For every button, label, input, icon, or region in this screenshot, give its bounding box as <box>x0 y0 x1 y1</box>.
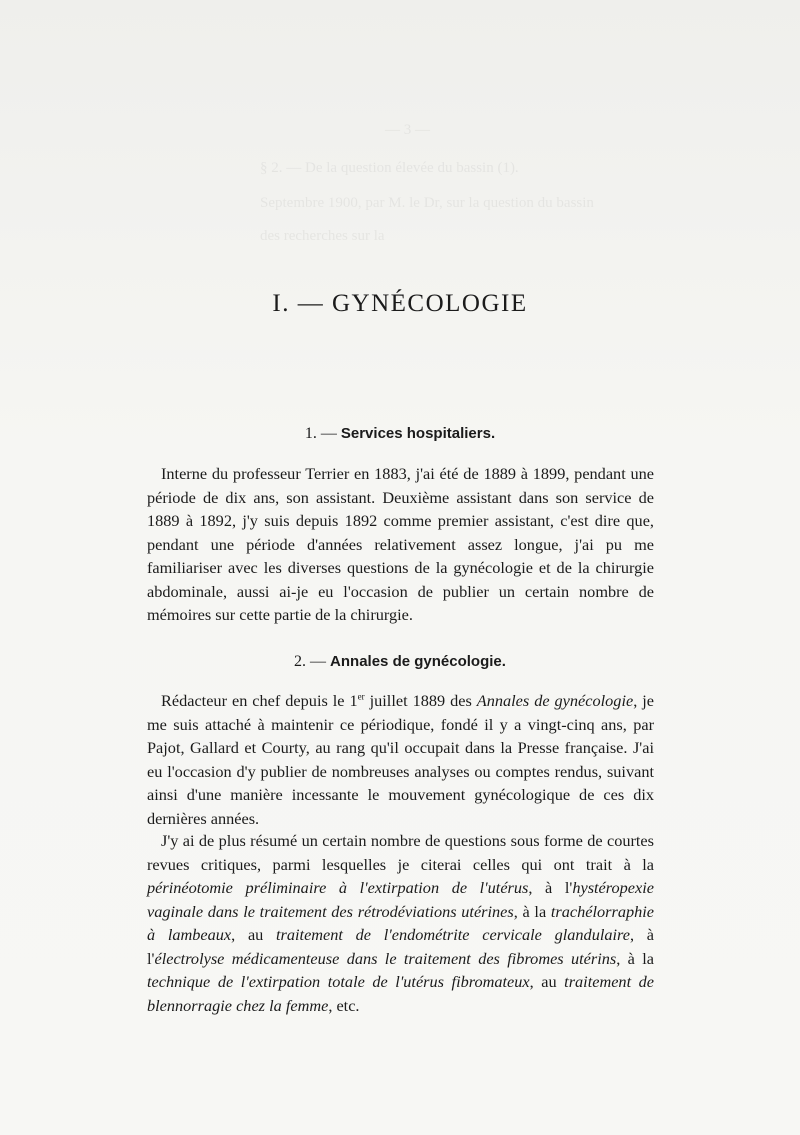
italic-topic: hystéropexie vaginale dans le traitement des rétrodéviations utérines <box>147 878 654 921</box>
section-number: 1. — <box>304 425 337 442</box>
section-label: Services hospitaliers. <box>340 425 496 442</box>
text-run: , je me suis attaché à maintenir ce périodique, fondé il y a vingt-cinq ans, par Pajot, Gallard et Courty, au rang qu'il occupait dans la Presse française. J'ai eu l'occasion d'y publier de nombreuses analyses ou comptes rendus, suivant ainsi d'une manière incessante le mouvement gynécologique de ces dix dernières années. <box>147 691 654 828</box>
bleed-through-text: § 2. — De la question élevée du bassin (1). <box>260 160 519 176</box>
italic-topic: périnéotomie préliminaire à l'extirpation de l'utérus <box>147 878 529 897</box>
section-heading-annales <box>0 653 800 671</box>
text-run: J'y ai de plus résumé un certain nombre de questions sous forme de courtes revues critiques, parmi lesquelles je citerai celles qui ont trait à la <box>147 831 654 874</box>
section-number: 2. — <box>294 653 327 670</box>
text-run: , à l' <box>147 925 654 968</box>
text-run: juillet 1889 des <box>364 691 477 710</box>
journal-title: Annales de gynécologie <box>476 691 634 710</box>
paragraph-services: Interne du professeur Terrier en 1883, j'ai été de 1889 à 1899, pendant une période de dix ans, son assistant. Deuxième assistant dans son service de 1889 à 1892, j'y suis depuis 1892 comme premier assistant, c'est dire que, pendant une période d'années relativement assez longue, j'ai pu me familiariser avec les diverses questions de la gynécologie et de la chirurgie abdominale, aussi ai-je eu l'occasion de publier un certain nombre de mémoires sur cette partie de la chirurgie. <box>147 464 654 624</box>
italic-topic: électrolyse médicamenteuse dans le traitement des fibromes utérins <box>154 948 617 968</box>
text-run: , au <box>529 972 565 991</box>
italic-topic: technique de l'extirpation totale de l'utérus fibromateux <box>147 972 530 991</box>
text-run: Rédacteur en chef depuis le 1 <box>161 691 358 710</box>
italic-topic: traitement de blennorragie chez la femme <box>147 972 655 1015</box>
bleed-through-text: — 3 — <box>385 122 430 138</box>
section-heading-services <box>0 425 800 443</box>
paragraph-redacteur <box>147 689 654 830</box>
text-run: , à l' <box>528 878 573 897</box>
bleed-through-text: des recherches sur la <box>260 228 385 244</box>
text-run: , à la <box>616 948 654 968</box>
chapter-title: I. — GYNÉCOLOGIE <box>272 290 528 317</box>
italic-topic: traitement de l'endométrite cervicale glandulaire <box>276 925 630 944</box>
text-run: , etc. <box>328 995 360 1015</box>
paragraph-revues <box>147 829 654 1017</box>
superscript: er <box>357 691 365 702</box>
bleed-through-text: Septembre 1900, par M. le Dr, sur la question du bassin <box>260 195 594 211</box>
italic-topic: trachélorraphie à lambeaux <box>147 901 654 944</box>
section-label: Annales de gynécologie. <box>330 653 506 670</box>
text-run: , à la <box>513 901 551 921</box>
text-run: , au <box>231 925 277 944</box>
